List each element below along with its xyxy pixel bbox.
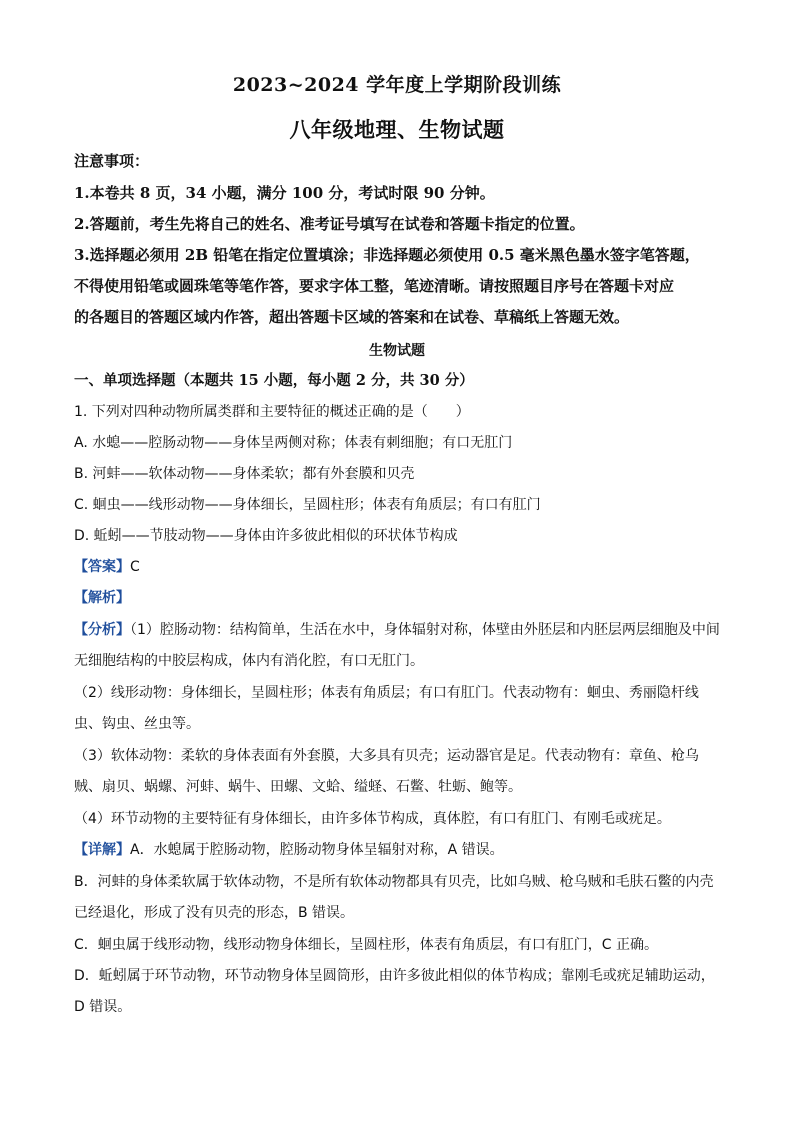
part-heading: 一、单项选择题（本题共 15 小题，每小题 2 分，共 30 分）	[74, 372, 474, 389]
notice-item: 不得使用铅笔或圆珠笔等笔作答，要求字体工整，笔迹清晰。请按照题目序号在答题卡对应	[74, 277, 675, 295]
notice-item: 2.答题前，考生先将自己的姓名、准考证号填写在试卷和答题卡指定的位置。	[74, 215, 585, 233]
page-title: 2023~2024 学年度上学期阶段训练	[232, 74, 562, 96]
analysis-label-line	[74, 587, 130, 607]
analysis-line: （3）软体动物：柔软的身体表面有外套膜，大多具有贝壳；运动器官是足。代表动物有：章鱼、枪乌	[74, 748, 699, 764]
notice-heading: 注意事项：	[74, 152, 150, 170]
notice-item: 1.本卷共 8 页，34 小题，满分 100 分，考试时限 90 分钟。	[74, 184, 495, 202]
answer-label: 【答案】	[74, 559, 130, 575]
notice-item: 3.选择题必须用 2B 铅笔在指定位置填涂；非选择题必须使用 0.5 毫米黑色墨水签字笔答题，	[74, 246, 700, 264]
detail-line: D 错误。	[74, 999, 132, 1015]
detail-line: 已经退化，形成了没有贝壳的形态，B 错误。	[74, 905, 355, 921]
page-subtitle: 八年级地理、生物试题	[289, 117, 505, 142]
notice-item: 的各题目的答题区域内作答，超出答题卡区域的答案和在试卷、草稿纸上答题无效。	[74, 308, 630, 326]
detail-line: 【详解】A．水螅属于腔肠动物，腔肠动物身体呈辐射对称，A 错误。	[74, 842, 504, 858]
analysis-line: 虫、钩虫、丝虫等。	[74, 716, 200, 732]
detail-line: B．河蚌的身体柔软属于软体动物，不是所有软体动物都具有贝壳，比如乌贼、枪乌贼和毛肤石鳖的内壳	[74, 874, 714, 890]
answer-value: C	[130, 559, 140, 575]
answer-line	[74, 556, 140, 576]
section-title: 生物试题	[369, 343, 425, 359]
analysis-line: 贼、扇贝、蜗螺、河蚌、蜗牛、田螺、文蛤、缢蛏、石鳖、牡蛎、鲍等。	[74, 779, 522, 795]
question-option: D. 蚯蚓——节肢动物——身体由许多彼此相似的环状体节构成	[74, 528, 458, 544]
analysis-label: 【解析】	[74, 590, 130, 606]
analysis-line: （4）环节动物的主要特征有身体细长，由许多体节构成，真体腔，有口有肛门、有刚毛或疣足。	[74, 811, 671, 827]
analysis-line: 【分析】（1）腔肠动物：结构简单，生活在水中，身体辐射对称，体壁由外胚层和内胚层两层细胞及中间	[74, 622, 720, 638]
question-option: B. 河蚌——软体动物——身体柔软；都有外套膜和贝壳	[74, 466, 415, 482]
question-option: A. 水螅——腔肠动物——身体呈两侧对称；体表有刺细胞；有口无肛门	[74, 435, 513, 451]
detail-line: D．蚯蚓属于环节动物，环节动物身体呈圆筒形，由许多彼此相似的体节构成；靠刚毛或疣足辅助运动，	[74, 968, 715, 984]
question-stem: 1. 下列对四种动物所属类群和主要特征的概述正确的是（ ）	[74, 404, 470, 420]
question-option: C. 蛔虫——线形动物——身体细长，呈圆柱形；体表有角质层；有口有肛门	[74, 497, 541, 513]
analysis-line: 无细胞结构的中胶层构成，体内有消化腔，有口无肛门。	[74, 653, 424, 669]
analysis-line: （2）线形动物：身体细长，呈圆柱形；体表有角质层；有口有肛门。代表动物有：蛔虫、秀丽隐杆线	[74, 685, 699, 701]
detail-line: C．蛔虫属于线形动物，线形动物身体细长，呈圆柱形，体表有角质层，有口有肛门，C 正确。	[74, 937, 658, 953]
